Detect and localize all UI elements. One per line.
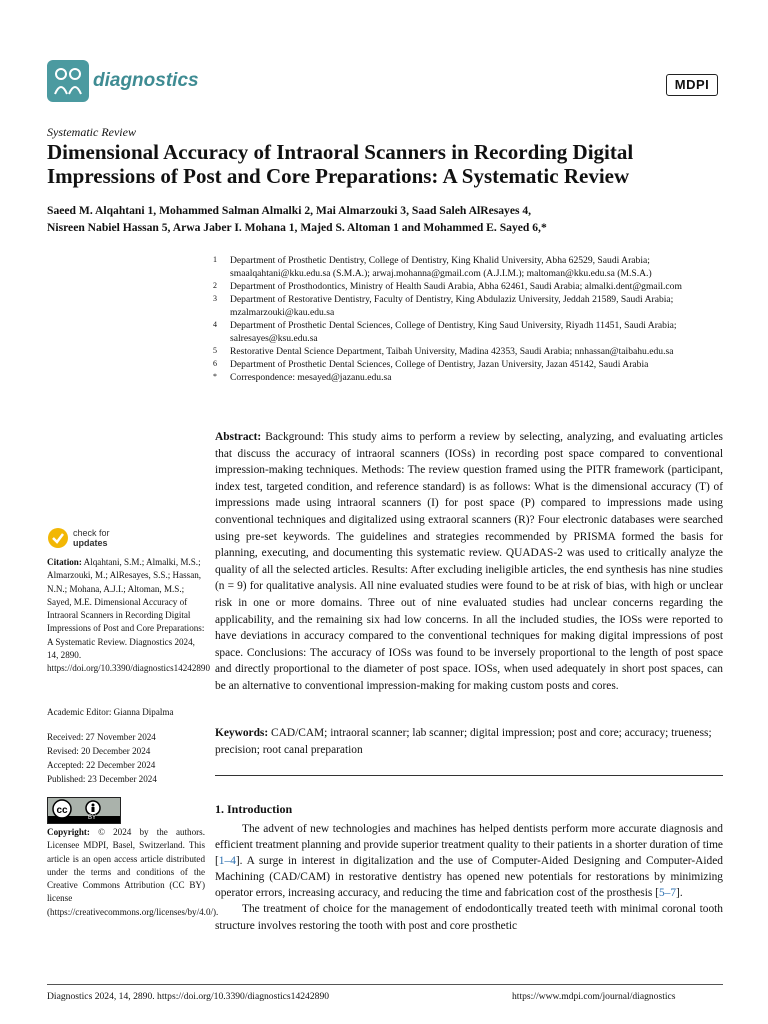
- check-updates-icon: [47, 527, 69, 549]
- aff-text: Department of Restorative Dentistry, Faculty of Dentistry, King Abdulaziz University, Jeddah 21589, Saudi Arabia; mzalmarzouki@kau.edu.sa: [230, 294, 674, 318]
- journal-logo: [47, 60, 89, 102]
- aff-text: Restorative Dental Science Department, Taibah University, Madina 42353, Saudi Arabia; nnhassan@taibahu.edu.sa: [230, 346, 674, 357]
- citation-text: Alqahtani, S.M.; Almalki, M.S.; Almarzouki, M.; AlResayes, S.S.; Hassan, N.N.; Mohana, A.J.I.; Altoman, M.S.; Sayed, M.E. Dimensional Accuracy of Intraoral Scanners in Recording Digital Impressions of Post and Core Preparations: A Systematic Review. Diagnostics 2024, 14, 2890. https://doi.org/10.3390/diagnostics14242890: [47, 557, 211, 674]
- abstract-label: Abstract:: [215, 431, 262, 443]
- cc-label: BY: [88, 815, 97, 821]
- journal-name: diagnostics: [93, 70, 199, 91]
- affiliations: [213, 254, 718, 384]
- authors-line-2: Nisreen Nabiel Hassan 5, Arwa Jaber I. Mohana 1, Majed S. Altoman 1 and Mohammed E. Sayed 6,*: [47, 221, 547, 234]
- article-title: Dimensional Accuracy of Intraoral Scanners in Recording Digital Impressions of Post and Core Preparations: A Systematic Review: [47, 140, 634, 188]
- aff-text: Department of Prosthetic Dental Sciences, College of Dentistry, King Saud University, Riyadh 11451, Saudi Arabia; salresayes@ksu.edu.sa: [230, 320, 677, 344]
- abstract: [215, 429, 723, 695]
- cc-license-badge[interactable]: [47, 797, 121, 824]
- accepted-date: Accepted: 22 December 2024: [47, 760, 156, 770]
- aff-text: Department of Prosthodontics, Ministry of Health Saudi Arabia, Abha 62461, Saudi Arabia; almalki.dent@gmail.com: [230, 281, 682, 292]
- aff-text: Department of Prosthetic Dental Sciences, College of Dentistry, Jazan University, Jazan 45142, Saudi Arabia: [230, 359, 649, 370]
- citation-link[interactable]: 5–7: [658, 887, 677, 900]
- copyright-label: Copyright:: [47, 827, 90, 837]
- received-date: Received: 27 November 2024: [47, 732, 156, 742]
- abstract-text: Background: This study aims to perform a review by selecting, analyzing, and evaluating articles that discuss the accuracy of intraoral scanners (IOSs) in recording post space compared to conventional impression-making techniques. Methods: The review question framed using the PITR framework (participant, index test, targeted condition, and reference standard) is as follows: What is the dimensional accuracy (T) of impressions made using intraoral scanners (I) for post space (P) compared to impressions made using conventional techniques and digitalized using extraoral scanners (R)? Four electronic databases were searched using pre-set keywords. The guidelines and strategies recommended by PRISMA formed the basis for planning, executing, and documenting this systematic review. QUADAS-2 was used to critically analyze the quality of all the selected articles. Results: After excluding ineligible articles, the end synthesis has nine studies (n = 9) for qualitative analysis. All nine evaluated studies were found to be at risk of bias, with high or unclear risk in one or more domains. Three out of nine evaluated studies had unclear concerns regarding the applicability, and the remaining six had low concerns. In all the included studies, the IOSs were reported to have deviations in accuracy compared to the conventional techniques for making digital impressions of post space. Conclusions: The accuracy of IOSs was found to be inversely proportional to the length of post space and directly proportional to the diameter of post space. IOSs, when used adequately in short post spaces, can be an alternative to conventional impression-making for making custom posts and cores.: [215, 431, 723, 692]
- introduction-body: [215, 821, 723, 934]
- check-for-updates-badge[interactable]: [47, 527, 110, 549]
- keywords-label: Keywords:: [215, 727, 269, 739]
- authors-line-1: Saeed M. Alqahtani 1, Mohammed Salman Almalki 2, Mai Almarzouki 3, Saad Saleh AlResayes 4,: [47, 204, 532, 217]
- citation-label: Citation:: [47, 557, 82, 567]
- text-run: The advent of new technologies and machines has helped dentists perform more accurate diagnosis and efficient treatment planning and provide superior treatment quality to their patients in a shorter duration of time [: [215, 823, 723, 868]
- citation-block: [47, 556, 211, 676]
- aff-text: Department of Prosthetic Dentistry, College of Dentistry, King Khalid University, Abha 62529, Saudi Arabia; smaalqahtani@kku.edu.sa (S.M.A.); arwaj.mohanna@gmail.com (A.J.I.M.); maltoman@kku.edu.sa (M.S.A.): [230, 255, 652, 279]
- check-label-1: check for: [73, 528, 110, 538]
- keywords-text: CAD/CAM; intraoral scanner; lab scanner; digital impression; post and core; accuracy; trueness; precision; root canal preparation: [215, 727, 712, 756]
- copyright-text: © 2024 by the authors. Licensee MDPI, Basel, Switzerland. This article is an open access article distributed under the terms and conditions of the Creative Commons Attribution (CC BY) license (https://creativecommons.org/licenses/by/4.0/).: [47, 827, 219, 917]
- text-run: ].: [676, 887, 683, 900]
- footer-divider: [47, 984, 723, 985]
- copyright-block: [47, 826, 219, 919]
- cc-by-icon: [48, 798, 120, 823]
- aff-number: 4: [213, 320, 217, 329]
- text-run: ]. A surge in interest in digitalization and the use of Computer-Aided Designing and Computer-Aided Machining (CAD/CAM) in restorative dentistry has opened new potentials for restorations by minimizing operator errors, increasing accuracy, and reducing the time and fabrication cost of the prosthesis [: [215, 855, 723, 900]
- aff-number: *: [213, 372, 217, 381]
- aff-number: 3: [213, 294, 217, 303]
- footer-journal-url[interactable]: https://www.mdpi.com/journal/diagnostics: [512, 991, 676, 1002]
- paragraph: [215, 821, 723, 901]
- aff-number: 6: [213, 359, 217, 368]
- academic-editor: Academic Editor: Gianna Dipalma: [47, 707, 174, 717]
- aff-text: Correspondence: mesayed@jazanu.edu.sa: [230, 372, 392, 383]
- check-label-2: updates: [73, 538, 108, 548]
- section-divider: [215, 775, 723, 776]
- aff-number: 2: [213, 281, 217, 290]
- keywords: [215, 725, 723, 758]
- footer-citation: Diagnostics 2024, 14, 2890. https://doi.org/10.3390/diagnostics14242890: [47, 991, 330, 1002]
- section-heading: 1. Introduction: [215, 802, 293, 816]
- citation-link[interactable]: 1–4: [218, 855, 236, 868]
- aff-number: 1: [213, 255, 217, 264]
- publisher-logo: MDPI: [666, 74, 718, 96]
- svg-text:cc: cc: [56, 805, 68, 816]
- published-date: Published: 23 December 2024: [47, 774, 157, 784]
- aff-number: 5: [213, 346, 217, 355]
- article-type: Systematic Review: [47, 125, 136, 139]
- paragraph: The treatment of choice for the management of endodontically treated teeth with minimal coronal tooth structure involves restoring the tooth with post and core prosthetic: [215, 903, 723, 932]
- author-list: [47, 202, 737, 236]
- revised-date: Revised: 20 December 2024: [47, 746, 151, 756]
